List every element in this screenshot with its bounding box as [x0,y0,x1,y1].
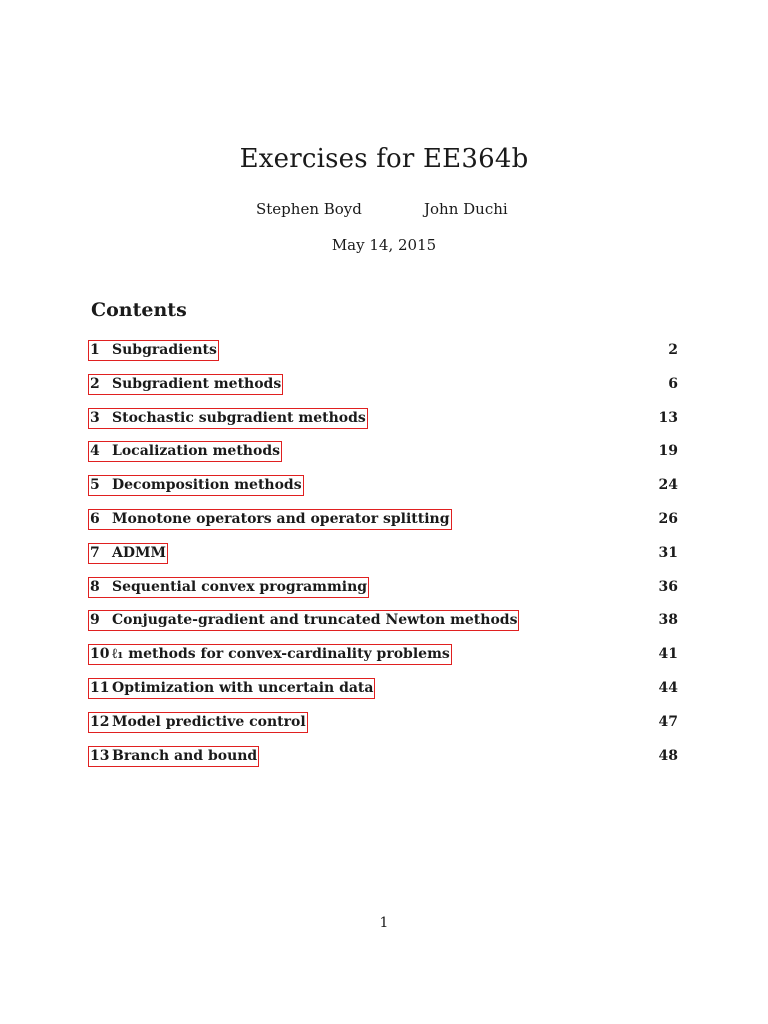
toc-entry [88,712,680,746]
toc-section-title: Conjugate-gradient and truncated Newton methods [112,612,518,629]
toc-entry [88,340,680,374]
toc-link-conjugate-gradient[interactable] [88,610,519,631]
toc-section-title: Localization methods [112,443,280,460]
toc-section-title: ADMM [112,544,166,561]
toc-section-number: 3 [90,409,100,426]
toc-link-stochastic-subgradient-methods[interactable] [88,408,368,429]
toc-section-title: Decomposition methods [112,477,302,494]
toc-section-number: 2 [90,375,100,392]
toc-link-branch-and-bound[interactable] [88,746,259,767]
toc-link-decomposition-methods[interactable] [88,475,304,496]
toc-entry [88,678,680,712]
toc-section-number: 11 [90,679,110,696]
toc-section-title: ℓ₁ methods for convex-cardinality problems [112,646,450,663]
toc-entry [88,374,680,408]
toc-section-title: Model predictive control [112,713,306,730]
toc-entry [88,543,680,577]
author-name: Stephen Boyd [256,200,362,218]
toc-section-title: Sequential convex programming [112,578,368,595]
toc-entry [88,509,680,543]
toc-link-sequential-convex-programming[interactable] [88,577,369,598]
toc-section-title: Optimization with uncertain data [112,679,374,696]
toc-entry [88,644,680,678]
document-date: May 14, 2015 [331,236,437,254]
toc-page-number: 31 [658,544,678,561]
toc-entry [88,441,680,475]
document-title: Exercises for EE364b [239,144,529,174]
page-number: 1 [379,915,389,931]
toc-link-admm[interactable] [88,543,168,564]
toc-page-number: 48 [658,747,678,764]
toc-page-number: 44 [658,679,678,696]
toc-entry [88,408,680,442]
toc-section-number: 6 [90,510,100,527]
toc-section-number: 12 [90,713,110,730]
table-of-contents [88,340,680,779]
toc-link-subgradients[interactable] [88,340,219,361]
toc-section-number: 10 [90,646,110,663]
toc-page-number: 13 [658,409,678,426]
toc-page-number: 6 [668,375,678,392]
toc-link-optimization-uncertain-data[interactable] [88,678,375,699]
toc-section-number: 5 [90,477,100,494]
toc-link-l1-methods[interactable] [88,644,452,665]
contents-heading: Contents [91,299,187,321]
toc-entry [88,746,680,780]
toc-link-monotone-operators[interactable] [88,509,452,530]
toc-page-number: 47 [658,713,678,730]
toc-link-localization-methods[interactable] [88,441,282,462]
toc-page-number: 26 [658,510,678,527]
toc-entry [88,475,680,509]
toc-section-number: 8 [90,578,100,595]
toc-section-title: Monotone operators and operator splitting [112,510,450,527]
toc-section-title: Subgradients [112,342,217,358]
toc-section-title: Stochastic subgradient methods [112,409,366,426]
toc-section-number: 1 [90,342,100,358]
toc-page-number: 2 [668,342,678,358]
toc-entry [88,610,680,644]
toc-section-title: Branch and bound [112,747,258,764]
toc-section-number: 7 [90,544,100,561]
toc-page-number: 24 [658,477,678,494]
toc-entry [88,577,680,611]
toc-section-number: 4 [90,443,100,460]
toc-page-number: 41 [658,646,678,663]
toc-section-number: 13 [90,747,110,764]
toc-page-number: 38 [658,612,678,629]
toc-section-title: Subgradient methods [112,375,282,392]
toc-page-number: 36 [658,578,678,595]
author-list [0,200,768,222]
toc-page-number: 19 [658,443,678,460]
toc-link-model-predictive-control[interactable] [88,712,308,733]
toc-section-number: 9 [90,612,100,629]
author-name: John Duchi [424,200,508,218]
toc-link-subgradient-methods[interactable] [88,374,283,395]
